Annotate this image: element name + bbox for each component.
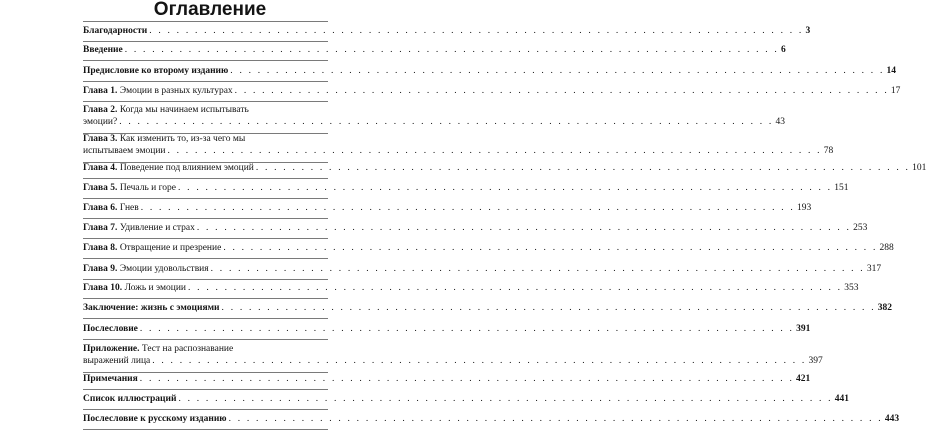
toc-entry-title-bold: Послесловие к русскому изданию xyxy=(83,414,227,424)
toc-entry xyxy=(83,182,849,194)
dot-leader xyxy=(152,355,806,367)
toc-entry xyxy=(83,222,868,234)
toc-entry-title-bold: Глава 3. xyxy=(83,134,118,144)
toc-entry xyxy=(83,242,894,254)
toc-entry-title: Эмоции в разных культурах xyxy=(117,86,233,96)
page-title: Оглавление xyxy=(153,0,267,20)
toc-page-number: 421 xyxy=(796,374,811,384)
toc-entry-title-cont: эмоции? xyxy=(83,117,118,127)
toc-entry-title: Тест на распознавание xyxy=(139,344,234,354)
separator-rule xyxy=(83,218,328,219)
separator-rule xyxy=(83,298,328,299)
toc-entry-title-bold: Глава 9. xyxy=(83,264,118,274)
toc-entry xyxy=(83,413,900,425)
dot-leader xyxy=(149,25,803,37)
toc-entry-title-bold: Глава 4. xyxy=(83,163,118,173)
separator-rule xyxy=(83,279,328,280)
toc-entry-title-cont: испытываем эмоции xyxy=(83,146,166,156)
dot-leader xyxy=(178,182,832,194)
toc-entry-title-bold: Введение xyxy=(83,45,123,55)
toc-page-number: 193 xyxy=(796,203,812,213)
toc-entry xyxy=(83,263,882,275)
toc-entry-title-bold: Предисловие ко второму изданию xyxy=(83,66,229,76)
toc-entry-title: Отвращение и презрение xyxy=(117,243,222,253)
dot-leader xyxy=(223,242,877,254)
toc-entry-title: Поведение под влиянием эмоций xyxy=(117,163,254,173)
toc-page-number: 382 xyxy=(877,303,893,313)
dot-leader xyxy=(197,222,851,234)
toc-entry xyxy=(83,65,897,77)
toc-entry-title-bold: Примечания xyxy=(83,374,138,384)
separator-rule xyxy=(83,41,328,42)
toc-entry-title-bold: Глава 5. xyxy=(83,183,118,193)
toc-entry xyxy=(83,44,786,56)
toc-page-number: 17 xyxy=(890,86,901,96)
toc-entry xyxy=(83,282,859,294)
toc-page-number: 397 xyxy=(808,356,823,366)
toc-entry-title: Печаль и горе xyxy=(117,183,177,193)
dot-leader xyxy=(222,302,876,314)
toc-entry-title-bold: Глава 1. xyxy=(83,86,118,96)
toc-entry-title: Эмоции удовольствия xyxy=(117,264,209,274)
dot-leader xyxy=(230,65,884,77)
toc-page-number: 391 xyxy=(796,324,811,334)
toc-entry xyxy=(83,202,812,214)
toc-entry xyxy=(83,373,811,385)
toc-page-number: 441 xyxy=(834,394,849,404)
dot-leader xyxy=(211,263,865,275)
toc-entry-title: Как изменить то, из-за чего мы xyxy=(117,134,246,144)
toc-page-number: 317 xyxy=(866,264,882,274)
toc-entry-title: Когда мы начинаем испытывать xyxy=(117,105,249,115)
toc-page-number: 443 xyxy=(884,414,900,424)
toc-entry xyxy=(83,85,901,97)
dot-leader xyxy=(140,373,794,385)
toc-entry-title-bold: Благодарности xyxy=(83,26,148,36)
dot-leader xyxy=(140,323,794,335)
toc-page-number: 78 xyxy=(823,146,834,156)
toc-entry-title-bold: Глава 6. xyxy=(83,203,118,213)
toc-entry-title: Гнев xyxy=(117,203,139,213)
dot-leader xyxy=(188,282,842,294)
toc-page-number: 6 xyxy=(780,45,786,55)
toc-entry-title-cont: выражений лица xyxy=(83,356,151,366)
separator-rule xyxy=(83,81,328,82)
dot-leader xyxy=(178,393,832,405)
toc-entry-title-bold: Глава 2. xyxy=(83,105,118,115)
toc-entry-title-bold: Глава 8. xyxy=(83,243,118,253)
toc-page-number: 353 xyxy=(844,283,859,293)
toc-page-number: 101 xyxy=(912,163,926,173)
dot-leader xyxy=(256,162,910,174)
toc-entry-title-bold: Глава 7. xyxy=(83,223,118,233)
toc-entry-title-bold: Приложение. xyxy=(83,344,140,354)
separator-rule xyxy=(83,238,328,239)
toc-page-number: 151 xyxy=(834,183,849,193)
toc-entry xyxy=(83,104,785,128)
separator-rule xyxy=(83,178,328,179)
dot-leader xyxy=(168,145,822,157)
toc-entry-title-bold: Список иллюстраций xyxy=(83,394,177,404)
separator-rule xyxy=(83,409,328,410)
toc-entry xyxy=(83,343,823,367)
separator-rule xyxy=(83,21,328,22)
separator-rule xyxy=(83,318,328,319)
separator-rule xyxy=(83,258,328,259)
toc-page-number: 14 xyxy=(886,66,897,76)
toc-entry-title-bold: Заключение: жизнь с эмоциями xyxy=(83,303,220,313)
toc-entry xyxy=(83,133,834,157)
toc-entry-title: Ложь и эмоции xyxy=(122,283,187,293)
separator-rule xyxy=(83,101,328,102)
separator-rule xyxy=(83,339,328,340)
dot-leader xyxy=(141,202,795,214)
toc-entry xyxy=(83,302,893,314)
toc-page-number: 253 xyxy=(853,223,868,233)
toc-entry xyxy=(83,393,849,405)
toc-entry xyxy=(83,323,811,335)
toc-entry-title: Удивление и страх xyxy=(117,223,195,233)
dot-leader xyxy=(125,44,779,56)
toc-entry-title-bold: Глава 10. xyxy=(83,283,123,293)
separator-rule xyxy=(83,60,328,61)
toc-entry xyxy=(83,25,811,37)
toc-entry-title-bold: Послесловие xyxy=(83,324,138,334)
separator-rule xyxy=(83,389,328,390)
dot-leader xyxy=(119,116,773,128)
separator-rule xyxy=(83,198,328,199)
dot-leader xyxy=(235,85,889,97)
dot-leader xyxy=(229,413,883,425)
toc-page-number: 288 xyxy=(879,243,894,253)
toc-entry xyxy=(83,162,926,174)
toc-page-number: 3 xyxy=(805,26,811,36)
toc-page-number: 43 xyxy=(775,117,785,127)
